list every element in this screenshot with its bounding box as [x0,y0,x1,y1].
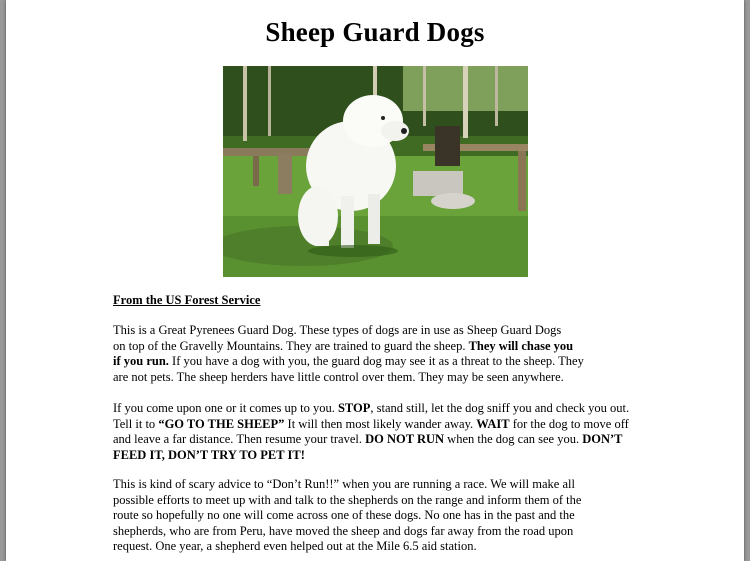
text: for the dog to move off [509,416,629,431]
paragraph-line [113,508,703,524]
text: and leave a far distance. Then resume your travel. [113,432,366,446]
paragraph-line [113,524,703,540]
paragraph-race-advice [113,477,703,555]
text: This is a Great Pyrenees Guard Dog. These types of dogs are in use as Sheep Guard Dogs [113,323,562,337]
paragraph-line [113,370,703,386]
text: It will then most likely wander away. [284,416,477,431]
bold-text: DO NOT RUN [365,432,445,446]
paragraph-line [113,477,703,493]
text: If you have a dog with you, the guard dog may see it as a threat to the sheep. They [168,354,584,368]
text: possible efforts to meet up with and talk to the shepherds on the range and inform them of the [113,492,582,507]
bold-text: “GO TO THE SHEEP” [158,416,285,431]
text: when the dog can see you. [444,432,583,446]
white-dog-photo-illustration [223,66,528,277]
paragraph-instructions [113,401,703,463]
paragraph-line [113,323,703,339]
paragraph-line [113,339,703,355]
bold-text: They will chase you [468,338,574,353]
paragraph-line [113,539,703,555]
bold-text: WAIT [476,416,510,431]
text: shepherds, who are from Peru, have moved the sheep and dogs far away from the road upon [113,523,574,538]
paragraph-line [113,417,703,433]
bold-text: STOP [337,401,371,415]
paragraph-line [113,401,703,417]
bold-text: FEED IT, DON’T TRY TO PET IT! [113,447,305,462]
text: request. One year, a shepherd even helped out at the Mile 6.5 aid station. [113,539,477,553]
text: Tell it to [113,416,159,431]
text: are not pets. The sheep herders have little control over them. They may be seen anywhere. [113,369,564,384]
text: This is kind of scary advice to “Don’t Run!!” when you are running a race. We will make all [113,477,575,491]
text: , stand still, let the dog sniff you and check you out. [370,401,630,415]
page-title: Sheep Guard Dogs [265,17,485,47]
text: on top of the Gravelly Mountains. They are trained to guard the sheep. [113,338,469,353]
text: If you come upon one or it comes up to you. [113,401,338,415]
paragraph-line [113,493,703,509]
paragraph-line [113,432,703,448]
paragraph-line [113,448,703,464]
document-page [6,0,744,561]
text: route so hopefully no one will come across one of these dogs. No one has in the past and the [113,508,575,522]
bold-text: if you run. [113,354,169,368]
section-heading: From the US Forest Service [113,293,261,307]
bold-text: DON’T [582,432,623,446]
paragraph-intro [113,323,703,385]
dog-photo [223,66,528,277]
paragraph-line [113,354,703,370]
